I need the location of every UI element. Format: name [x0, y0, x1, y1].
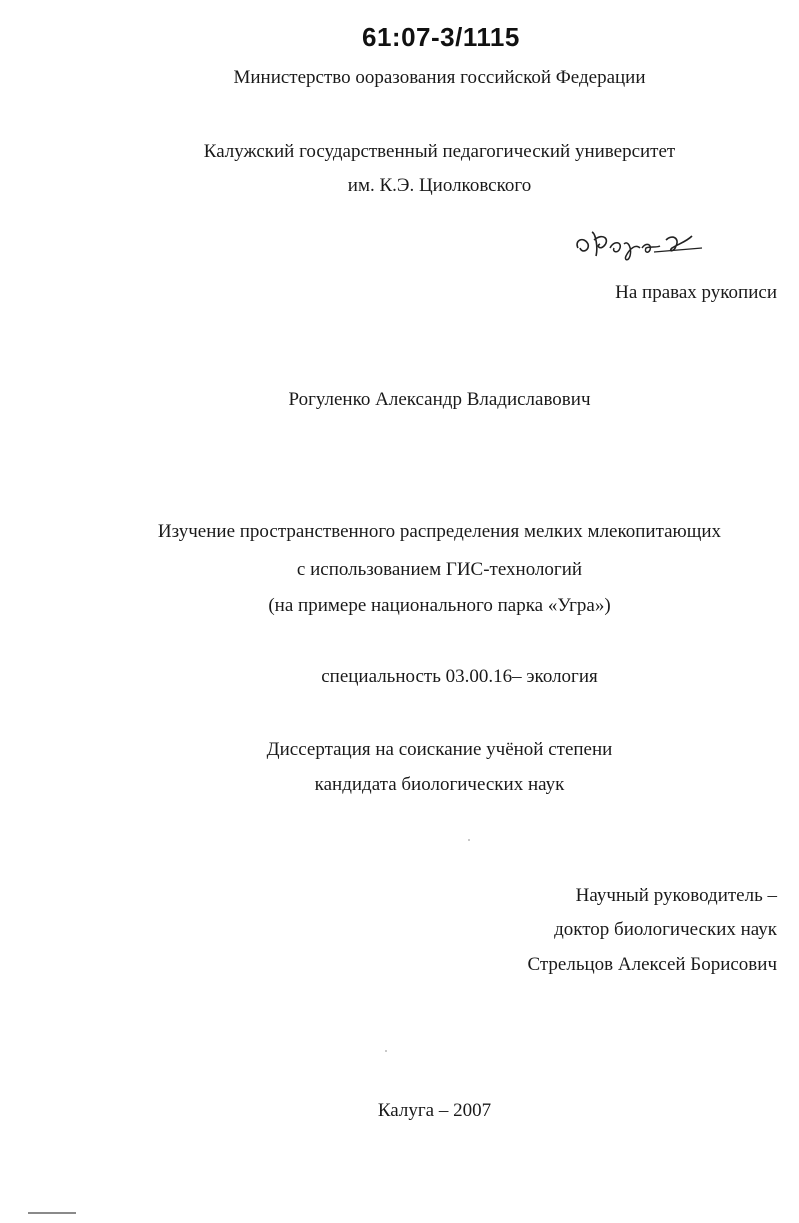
- scan-corner-mark: [28, 1212, 76, 1214]
- catalog-number: 61:07-3/1115: [362, 22, 520, 52]
- supervisor-role: Научный руководитель –: [575, 885, 777, 906]
- scan-speck: [468, 839, 470, 841]
- ministry-heading: Министерство ооразования госсийской Федерации: [233, 67, 646, 88]
- thesis-title-line: (на примере национального парка «Угра»): [268, 595, 611, 616]
- degree-line: Диссертация на соискание учёной степени: [266, 739, 613, 760]
- supervisor-name: Стрельцов Алексей Борисович: [527, 954, 777, 975]
- thesis-title-line: с использованием ГИС-технологий: [296, 559, 583, 580]
- city-year: Калуга – 2007: [377, 1100, 492, 1121]
- thesis-title-line: Изучение пространственного распределения мелких млекопитающих: [157, 521, 722, 542]
- university-heading: Калужский государственный педагогический университет: [203, 141, 676, 162]
- author-name: Рогуленко Александр Владиславович: [288, 389, 591, 410]
- handwritten-signature: [570, 218, 710, 268]
- scan-speck: [385, 1050, 387, 1052]
- degree-line: кандидата биологических наук: [314, 774, 565, 795]
- university-named-after: им. К.Э. Циолковского: [347, 175, 532, 196]
- manuscript-rights-note: На правах рукописи: [615, 282, 777, 303]
- supervisor-degree: доктор биологических наук: [554, 919, 777, 940]
- specialty-line: специальность 03.00.16– экология: [321, 666, 598, 687]
